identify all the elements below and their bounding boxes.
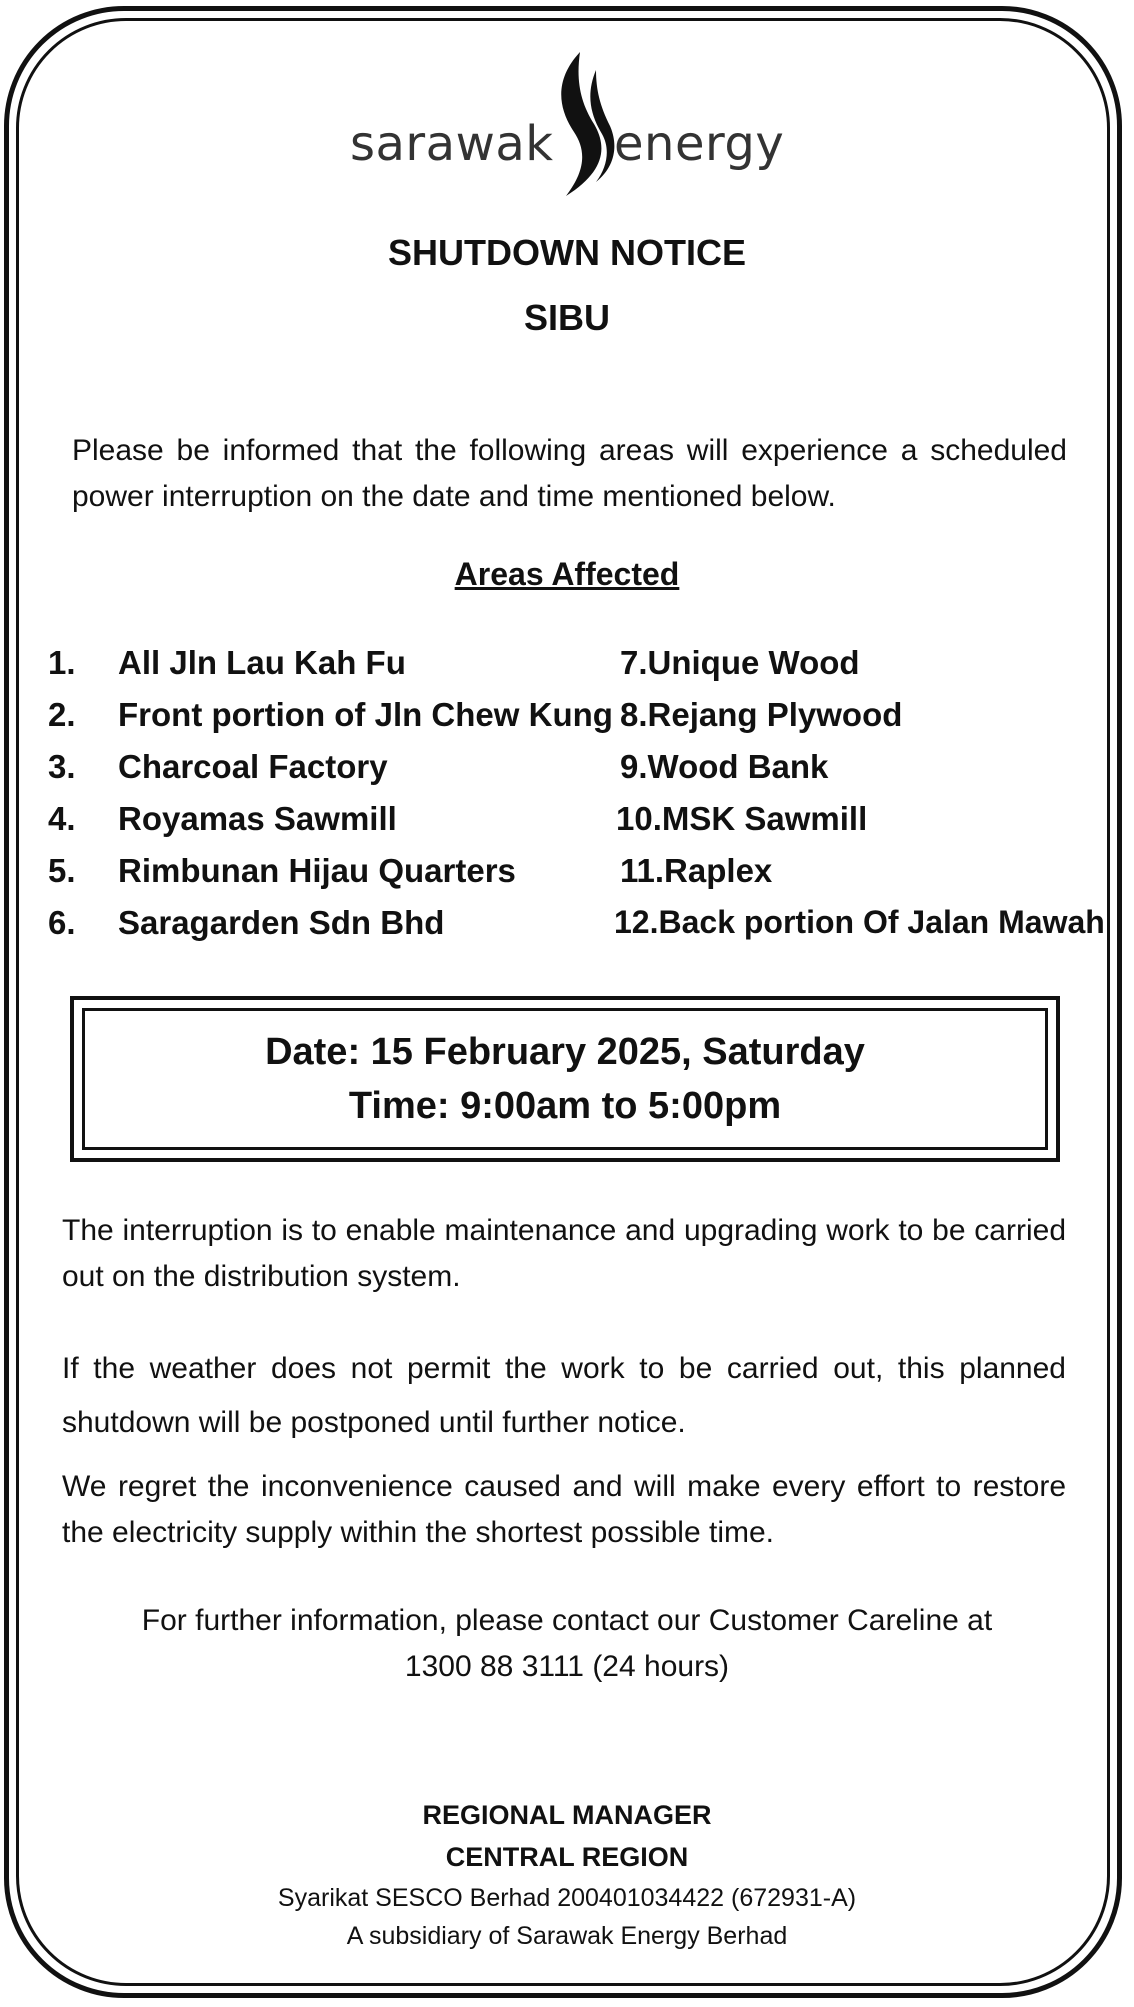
flame-icon: [546, 50, 618, 200]
area-label: Rimbunan Hijau Quarters: [118, 852, 516, 889]
list-item: 8.Rejang Plywood: [620, 696, 903, 733]
signature-title: REGIONAL MANAGER: [422, 1800, 712, 1830]
area-number: 3.: [48, 748, 76, 785]
logo-word-left: sarawak: [350, 116, 554, 172]
area-number: 1.: [48, 644, 76, 681]
notice-location: SIBU: [523, 297, 610, 338]
shutdown-date: Date: 15 February 2025, Saturday: [265, 1031, 865, 1073]
careline-number: 1300 88 3111 (24 hours): [404, 1650, 730, 1683]
schedule-box: [70, 996, 1060, 1162]
areas-heading: Areas Affected: [454, 556, 680, 592]
area-number: 6.: [48, 904, 76, 941]
list-item: 9.Wood Bank: [620, 748, 829, 785]
signature-region: CENTRAL REGION: [445, 1842, 689, 1872]
intro-paragraph: Please be informed that the following areas will experience a scheduled power interruption on the date and time mentioned below.: [72, 434, 1067, 513]
list-item: 10.MSK Sawmill: [616, 800, 868, 837]
schedule-box-inner: [82, 1008, 1048, 1150]
shutdown-time: Time: 9:00am to 5:00pm: [348, 1085, 782, 1127]
logo-word-right: energy: [614, 116, 785, 172]
area-label: Royamas Sawmill: [118, 800, 397, 837]
area-label: Charcoal Factory: [118, 748, 388, 785]
sarawak-energy-logo: [350, 50, 790, 200]
company-registration: Syarikat SESCO Berhad 200401034422 (672931-A): [277, 1884, 857, 1912]
area-label: Saragarden Sdn Bhd: [118, 904, 445, 941]
area-number: 4.: [48, 800, 76, 837]
regret-paragraph: We regret the inconvenience caused and will make every effort to restore the electricity supply within the shortest possible time.: [62, 1470, 1066, 1549]
contact-line: For further information, please contact our Customer Careline at: [141, 1604, 993, 1637]
area-number: 5.: [48, 852, 76, 889]
purpose-paragraph: The interruption is to enable maintenance and upgrading work to be carried out on the distribution system.: [62, 1214, 1066, 1293]
area-label: Front portion of Jln Chew Kung: [118, 696, 613, 733]
list-item: 11.Raplex: [620, 852, 773, 889]
notice-title: SHUTDOWN NOTICE: [388, 232, 746, 273]
list-item: 7.Unique Wood: [620, 644, 860, 681]
contact-info: [0, 1598, 1134, 1690]
subsidiary-note: A subsidiary of Sarawak Energy Berhad: [346, 1922, 788, 1950]
area-label: All Jln Lau Kah Fu: [118, 644, 406, 681]
weather-paragraph: If the weather does not permit the work to be carried out, this planned shutdown will be postponed until further notice.: [62, 1352, 1066, 1439]
area-number: 2.: [48, 696, 76, 733]
list-item: 12.Back portion Of Jalan Mawah: [614, 904, 1105, 940]
